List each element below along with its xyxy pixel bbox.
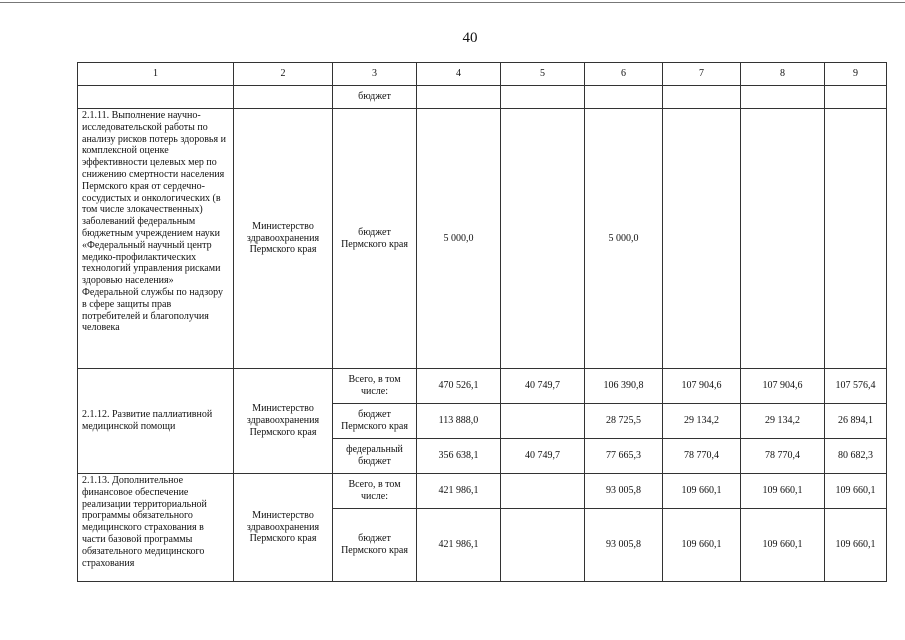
executor-cell: Министерство здравоохранения Пермского края (234, 474, 333, 582)
value-cell: 107 904,6 (741, 369, 825, 404)
value-cell: 356 638,1 (417, 439, 501, 474)
value-cell (741, 109, 825, 369)
value-cell: 421 986,1 (417, 474, 501, 509)
value-cell: 106 390,8 (585, 369, 663, 404)
source-cell: бюджет Пермского края (333, 109, 417, 369)
value-cell: 107 904,6 (663, 369, 741, 404)
value-cell: 28 725,5 (585, 404, 663, 439)
source-cell: бюджет Пермского края (333, 404, 417, 439)
col-header: 3 (333, 63, 417, 86)
value-cell: 93 005,8 (585, 474, 663, 509)
value-cell: 109 660,1 (741, 509, 825, 582)
executor-cell: Министерство здравоохранения Пермского края (234, 369, 333, 474)
table-row (78, 369, 887, 404)
col-header: 6 (585, 63, 663, 86)
col-header: 7 (663, 63, 741, 86)
value-cell: 29 134,2 (663, 404, 741, 439)
col-header: 8 (741, 63, 825, 86)
continuation-row (78, 86, 887, 109)
cell-empty (741, 86, 825, 109)
col-header: 9 (825, 63, 887, 86)
value-cell: 29 134,2 (741, 404, 825, 439)
cell-empty (234, 86, 333, 109)
value-cell: 113 888,0 (417, 404, 501, 439)
source-cell: бюджет (333, 86, 417, 109)
value-cell: 80 682,3 (825, 439, 887, 474)
value-cell: 40 749,7 (501, 439, 585, 474)
value-cell: 93 005,8 (585, 509, 663, 582)
table-row (78, 474, 887, 509)
budget-table (77, 62, 887, 582)
page-number: 40 (462, 30, 478, 46)
value-cell (501, 109, 585, 369)
source-cell: Всего, в том числе: (333, 369, 417, 404)
page-top-rule (0, 2, 905, 3)
source-cell: бюджет Пермского края (333, 509, 417, 582)
source-cell: Всего, в том числе: (333, 474, 417, 509)
source-cell: федеральный бюджет (333, 439, 417, 474)
value-cell: 109 660,1 (663, 474, 741, 509)
value-cell: 26 894,1 (825, 404, 887, 439)
cell-empty (585, 86, 663, 109)
value-cell: 470 526,1 (417, 369, 501, 404)
col-header: 1 (78, 63, 234, 86)
cell-empty (78, 86, 234, 109)
value-cell (663, 109, 741, 369)
measure-cell: 2.1.12. Развитие паллиативной медицинской помощи (78, 369, 234, 474)
value-cell: 78 770,4 (741, 439, 825, 474)
cell-empty (663, 86, 741, 109)
cell-empty (825, 86, 887, 109)
value-cell: 5 000,0 (417, 109, 501, 369)
measure-cell: 2.1.11. Выполнение научно-исследовательской работы по анализу рисков потерь здоровья и комплексной оценке эффективности целевых мер по снижению смертности населения Пермского края от сердечно-сосудистых и онкологических (в том числе злокачественных) заболеваний федеральным бюджетным учреждением науки «Федеральный научный центр медико-профилактических технологий управления рисками здоровью населения» Федеральной службы по надзору в сфере защиты прав потребителей и благополучия человека (78, 109, 234, 369)
col-header: 5 (501, 63, 585, 86)
value-cell: 107 576,4 (825, 369, 887, 404)
col-header: 4 (417, 63, 501, 86)
col-header: 2 (234, 63, 333, 86)
value-cell: 109 660,1 (663, 509, 741, 582)
measure-cell: 2.1.13. Дополнительное финансовое обеспечение реализации территориальной программы обязательного медицинского страхования в части базовой программы обязательного медицинского страхования (78, 474, 234, 582)
value-cell: 78 770,4 (663, 439, 741, 474)
executor-cell: Министерство здравоохранения Пермского края (234, 109, 333, 369)
value-cell: 421 986,1 (417, 509, 501, 582)
value-cell (501, 509, 585, 582)
table-row (78, 109, 887, 369)
column-number-row (78, 63, 887, 86)
value-cell: 109 660,1 (825, 509, 887, 582)
value-cell (501, 474, 585, 509)
value-cell (825, 109, 887, 369)
cell-empty (501, 86, 585, 109)
value-cell: 40 749,7 (501, 369, 585, 404)
cell-empty (417, 86, 501, 109)
value-cell: 109 660,1 (741, 474, 825, 509)
value-cell: 5 000,0 (585, 109, 663, 369)
value-cell (501, 404, 585, 439)
value-cell: 77 665,3 (585, 439, 663, 474)
value-cell: 109 660,1 (825, 474, 887, 509)
